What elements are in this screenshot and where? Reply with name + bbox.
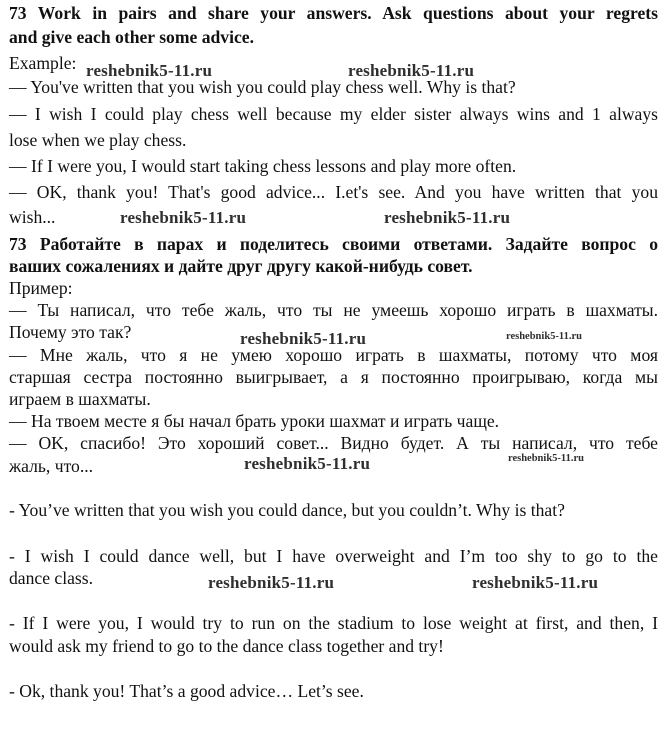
dialogue-ru-line-6: — На твоем месте я бы начал брать уроки шахмат и играть чаще. <box>9 411 500 431</box>
example-label-ru: Пример: <box>9 278 73 298</box>
watermark: reshebnik5-11.ru <box>208 573 335 592</box>
exercise-heading-en-line-1: 73 Work in pairs and share your answers. Ask questions about your regrets <box>9 3 658 23</box>
answer-line-1: - You’ve written that you wish you could dance, but you couldn’t. Why is that? <box>9 500 565 520</box>
exercise-heading-en-line-2: and give each other some advice. <box>9 27 254 47</box>
exercise-heading-ru-line-2: ваших сожалениях и дайте друг другу какой-нибудь совет. <box>9 256 473 276</box>
dialogue-en-line-4: — If I were you, I would start taking chess lessons and play more often. <box>9 156 517 176</box>
dialogue-ru-line-8: жаль, что... <box>9 456 94 476</box>
dialogue-ru-line-7: — OK, спасибо! Это хороший совет... Видно будет. А ты написал, что тебе <box>9 433 658 453</box>
watermark: reshebnik5-11.ru <box>384 208 511 227</box>
watermark: reshebnik5-11.ru <box>348 61 475 80</box>
answer-line-3: dance class. <box>9 568 94 588</box>
watermark: reshebnik5-11.ru <box>508 453 584 464</box>
watermark: reshebnik5-11.ru <box>506 331 582 342</box>
dialogue-en-line-1: — You've written that you wish you could play chess well. Why is that? <box>9 77 516 97</box>
watermark: reshebnik5-11.ru <box>240 329 367 348</box>
answer-line-5: would ask my friend to go to the dance class together and try! <box>9 636 444 656</box>
dialogue-en-line-6: wish... <box>9 207 56 227</box>
exercise-heading-ru-line-1: 73 Работайте в парах и поделитесь своими ответами. Задайте вопрос о <box>9 234 658 254</box>
watermark: reshebnik5-11.ru <box>472 573 599 592</box>
example-label-en: Example: <box>9 53 77 73</box>
answer-line-4: - If I were you, I would try to run on the stadium to lose weight at first, and then, I <box>9 613 658 633</box>
dialogue-ru-line-4: старшая сестра постоянно выигрывает, а я постоянно проигрываю, когда мы <box>9 367 658 387</box>
dialogue-en-line-5: — OK, thank you! That's good advice... I.et's see. And you have written that you <box>9 182 658 202</box>
answer-line-6: - Ok, thank you! That’s a good advice… Let’s see. <box>9 681 364 701</box>
dialogue-ru-line-5: играем в шахматы. <box>9 389 151 409</box>
answer-line-2: - I wish I could dance well, but I have overweight and I’m too shy to go to the <box>9 546 658 566</box>
watermark: reshebnik5-11.ru <box>244 454 371 473</box>
dialogue-en-line-2: — I wish I could play chess well because my elder sister always wins and 1 always <box>9 104 658 124</box>
dialogue-ru-line-2: Почему это так? <box>9 322 132 342</box>
dialogue-en-line-3: lose when we play chess. <box>9 130 187 150</box>
dialogue-ru-line-1: — Ты написал, что тебе жаль, что ты не умеешь хорошо играть в шахматы. <box>9 300 658 320</box>
dialogue-ru-line-3: — Мне жаль, что я не умею хорошо играть в шахматы, потому что моя <box>9 345 658 365</box>
watermark: reshebnik5-11.ru <box>86 61 213 80</box>
watermark: reshebnik5-11.ru <box>120 208 247 227</box>
